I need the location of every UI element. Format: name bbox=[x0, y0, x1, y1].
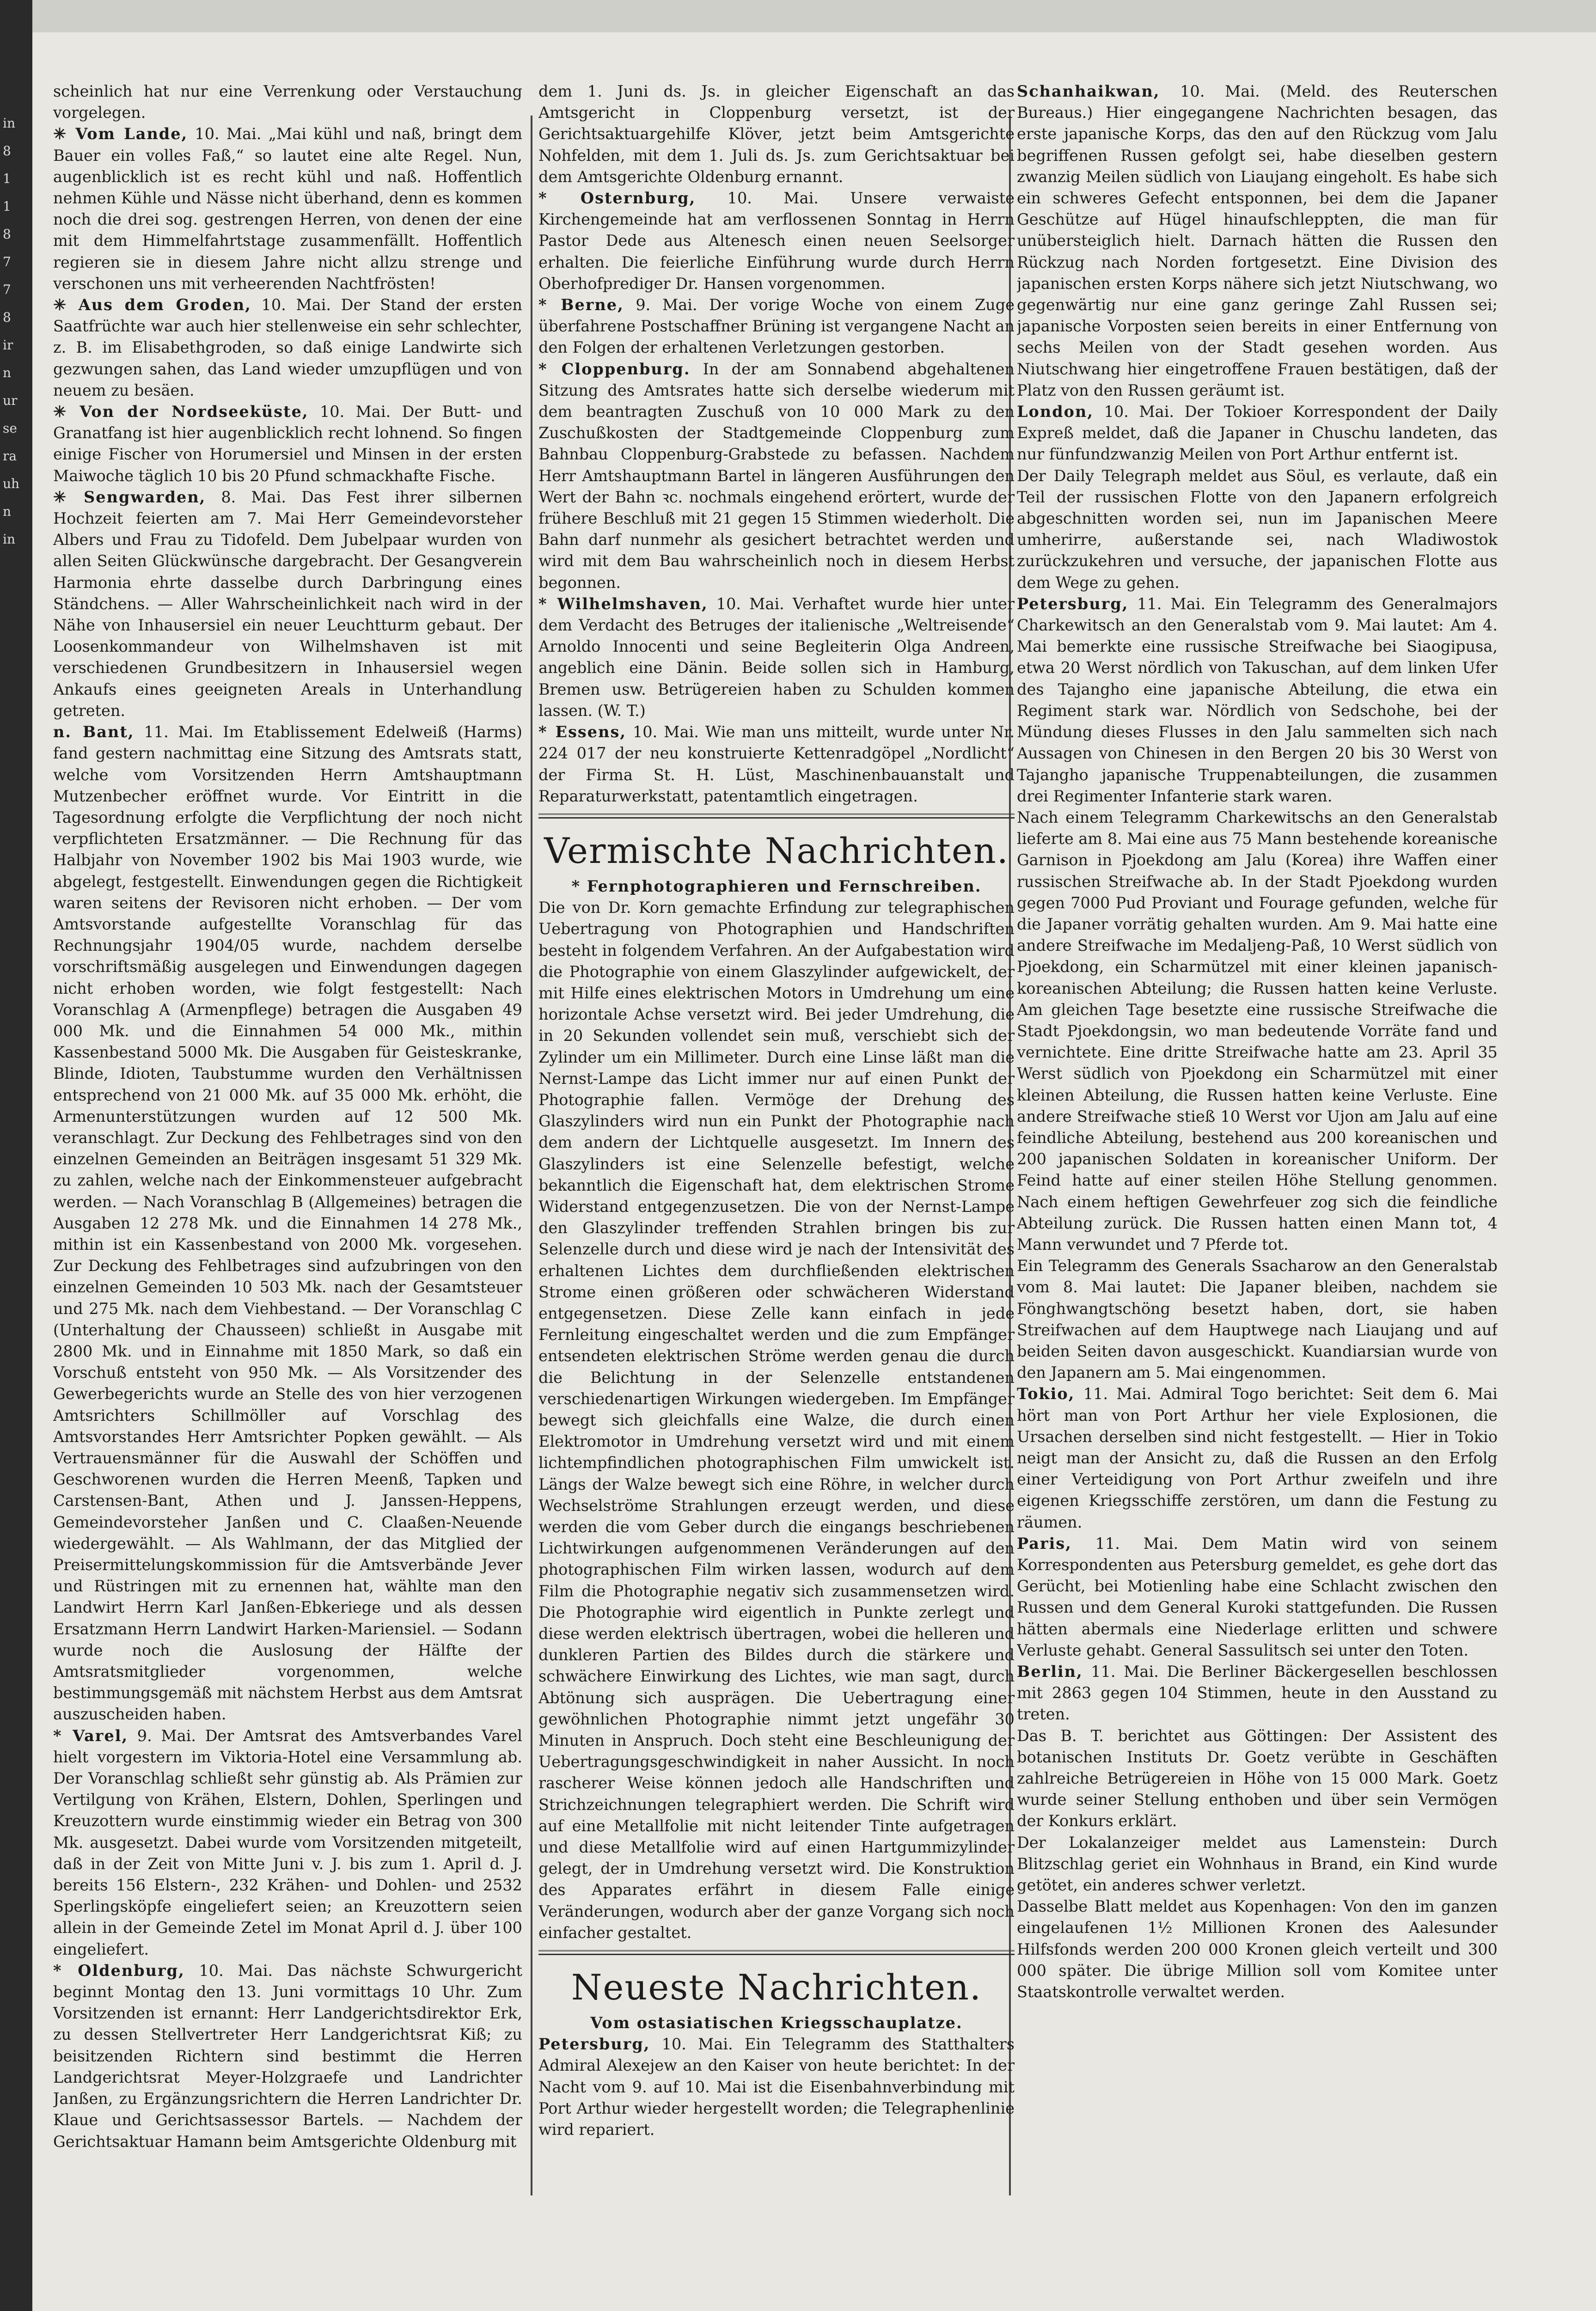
neueste-body bbox=[538, 2034, 1015, 2140]
article-text: Ein Telegramm des Generals Ssacharow an den Generalstab vom 8. Mai lautet: Die Japaner bleiben, nachdem sie Fönghwangtschöng besetzt haben, dort, sie haben Streifwachen auf dem Hauptwege nach Liaujang und auf beiden Seiten davon ausgeschickt. Kuandiarsian wurde von den Japanern am 5. Mai eingenommen. bbox=[1017, 1257, 1498, 1382]
article-paragraph bbox=[538, 81, 1015, 188]
article-text: 10. Mai. Unsere verwaiste Kirchengemeinde hat am verflossenen Sonntag in Herrn Pastor Dede aus Altenesch einen neuen Seelsorger erhalten. Die feierliche Einführung wurde durch Herrn Oberhofprediger Dr. Hansen vorgenommen. bbox=[538, 189, 1015, 293]
binding-fragment: in bbox=[3, 116, 15, 131]
section-divider bbox=[538, 813, 1015, 819]
dateline: ✳ Aus dem Groden, bbox=[53, 296, 251, 314]
binding-fragment: ir bbox=[3, 337, 13, 353]
dateline: * Varel, bbox=[53, 1726, 128, 1745]
article-paragraph bbox=[53, 721, 522, 1725]
article-paragraph bbox=[53, 1960, 522, 2152]
article-paragraph bbox=[538, 188, 1015, 294]
article-paragraph bbox=[53, 401, 522, 487]
vermischte-body bbox=[538, 897, 1015, 1944]
regional-news bbox=[538, 81, 1015, 807]
dateline: * Berne, bbox=[538, 296, 624, 314]
article-text: 9. Mai. Der vorige Woche von einem Zuge überfahrene Postschaffner Brüning ist vergangene Nacht an den Folgen der erhaltenen Verletzungen gestorben. bbox=[538, 296, 1015, 357]
article-paragraph bbox=[538, 593, 1015, 721]
dateline: ✳ Sengwarden, bbox=[53, 488, 206, 506]
article-text: 10. Mai. Der Stand der ersten Saatfrüchte war auch hier stellenweise ein sehr schlechter, z. B. im Elisabethgroden, so daß einige Landwirte sich gezwungen sahen, das Land wieder umzupflügen und von neuem zu besäen. bbox=[53, 296, 522, 399]
article-paragraph bbox=[538, 897, 1015, 1944]
article-paragraph bbox=[53, 294, 522, 401]
dateline: London, bbox=[1017, 403, 1094, 421]
dateline: * Cloppenburg. bbox=[538, 360, 691, 378]
dateline: * Essens, bbox=[538, 723, 626, 741]
article-paragraph bbox=[1017, 1533, 1498, 1661]
column-1 bbox=[53, 81, 522, 2272]
article-paragraph bbox=[1017, 807, 1498, 1255]
article-text: 10. Mai. (Meld. des Reuterschen Bureaus.) Hier eingegangene Nachrichten besagen, das erste japanische Korps, das den auf den Rückzug vom Jalu begriffenen Russen gefolgt sei, habe dieselben gestern zwanzig Meilen südlich von Liaujang eingeholt. Es habe sich ein schweres Gefecht entsponnen, bei dem die Japaner Geschütze auf Hügel hinaufschleppten, die man für unübersteiglich hielt. Darnach hätten die Russen den Rückzug nach Norden fortgesetzt. Eine Division des japanischen ersten Korps nähere sich jetzt Niutschwang, wo gegenwärtig nur eine ganz geringe Zahl Russen sei; japanische Vorposten seien bereits in einer Entfernung von sechs Meilen von der Stadt gesehen worden. Aus Niutschwang hier eingetroffene Frauen bestätigen, daß der Platz von den Russen geräumt ist. bbox=[1017, 82, 1498, 399]
binding-fragment: uh bbox=[3, 476, 20, 491]
article-text: 10. Mai. Der Tokioer Korrespondent der Daily Expreß meldet, daß die Japaner in Chuschu landeten, das nur fünfundzwanzig Meilen von Port Arthur entfernt ist. bbox=[1017, 403, 1498, 464]
article-text: 11. Mai. Die Berliner Bäckergesellen beschlossen mit 2863 gegen 104 Stimmen, heute in den Ausstand zu treten. bbox=[1017, 1663, 1498, 1724]
article-paragraph bbox=[53, 487, 522, 721]
article-paragraph bbox=[1017, 1896, 1498, 2003]
dateline: Petersburg, bbox=[538, 2035, 650, 2054]
article-paragraph bbox=[538, 359, 1015, 593]
article-paragraph bbox=[53, 1725, 522, 1960]
dateline: * Wilhelmshaven, bbox=[538, 594, 708, 613]
article-subtitle: Vom ostasiatischen Kriegsschauplatze. bbox=[590, 2014, 963, 2032]
binding-fragment: 1 bbox=[3, 171, 11, 186]
article-text: 10. Mai. „Mai kühl und naß, bringt dem Bauer ein volles Faß,“ so lautet eine alte Regel. Nun, augenblicklich ist es recht kühl und naß. Hoffentlich nehmen Kühle und Nässe nicht überhand, denn es kommen noch die drei sog. gestrengen Herren, von denen der eine mit dem Himmelfahrtstage zusammenfällt. Hoffentlich regieren sie in diesem Jahre nicht allzu strenge und verschonen uns mit verheerenden Nachtfrösten! bbox=[53, 125, 522, 293]
article-paragraph bbox=[53, 81, 522, 123]
article-paragraph bbox=[1017, 593, 1498, 807]
binding-fragment: ra bbox=[3, 448, 17, 464]
binding-fragment: 8 bbox=[3, 143, 11, 159]
article-text: Die von Dr. Korn gemachte Erfindung zur telegraphischen Uebertragung von Photographien und Handschriften besteht in folgendem Verfahren. An der Aufgabestation wird die Photographie von einem Glaszylinder aufgewickelt, der mit Hilfe eines elektrischen Motors in Umdrehung um eine horizontale Achse versetzt wird. Bei jeder Umdrehung, die in 20 Sekunden vollendet sein muß, verschiebt sich der Zylinder um ein Millimeter. Durch eine Linse läßt man die Nernst-Lampe das Licht immer nur auf einen Punkt der Photographie fallen. Vermöge der Drehung des Glaszylinders wird nun ein Punkt der Photographie nach dem andern der Lichtquelle ausgesetzt. Im Innern des Glaszylinders ist eine Selenzelle befestigt, welche bekanntlich die Eigenschaft hat, dem elektrischen Strome Widerstand entgegenzusetzen. Die von der Nernst-Lampe den Glaszylinder treffenden Strahlen bringen bis zur Selenzelle durch und diese wird je nach der Intensivität des erhaltenen Lichtes dem durchfließenden elektrischen Strome einen größeren oder schwächeren Widerstand entgegensetzen. Diese Zelle kann einfach in jede Fernleitung eingeschaltet werden und die zum Empfänger entsendeten elektrischen Ströme werden genau die durch die Belichtung in der Selenzelle entstandenen verschiedenartigen Wirkungen wiedergeben. Im Empfänger bewegt sich gleichfalls eine Walze, die durch einen Elektromotor in Umdrehung versetzt wird und mit einem lichtempfindlichen photographischen Film umwickelt ist. Längs der Walze bewegt sich eine Röhre, in welcher durch Wechselströme Strahlungen erzeugt werden, und diese werden die vom Geber durch die eingangs beschriebenen Lichtwirkungen aufgenommenen Veränderungen auf den photographischen Film wirken lassen, wodurch auf dem Film die Photographie negativ sich zusammensetzen wird. Die Photographie wird eigentlich in Punkte zerlegt und diese werden elektrisch übertragen, wobei die helleren und dunkleren Partien des Bildes durch die stärkere und schwächere Einwirkung des Lichtes, wie man sagt, durch Abtönung sich ausprägen. Die Uebertragung einer gewöhnlichen Photographie nimmt jetzt ungefähr 30 Minuten in Anspruch. Doch steht eine Beschleunigung der Uebertragungsgeschwindigkeit in naher Aussicht. In noch rascherer Weise können jedoch alle Handschriften und Strichzeichnungen telegraphiert werden. Die Schrift wird auf eine Metallfolie mit nicht leitender Tinte aufgetragen und diese Metallfolie wird auf einen Hartgummizylinder gelegt, der in Umdrehung versetzt wird. Die Konstruktion des Apparates erfährt in diesem Falle einige Veränderungen, wodurch aber der ganze Vorgang sich noch einfacher gestaltet. bbox=[538, 899, 1015, 1942]
article-paragraph bbox=[1017, 1661, 1498, 1725]
binding-fragment: in bbox=[3, 532, 15, 547]
column-2 bbox=[538, 81, 1015, 2272]
article-text: Nach einem Telegramm Charkewitschs an den Generalstab lieferte am 8. Mai eine aus 75 Mann bestehende koreanische Garnison in Pjoekdong am Jalu (Korea) ihre Waffen einer russischen Streifwache ab. In der Stadt Pjoekdong wurden gegen 7000 Pud Proviant und Fourage gefunden, welche für die Japaner vorrätig gehalten wurden. Am 9. Mai hatte eine andere Streifwache im Medaljeng-Paß, 10 Werst südlich von Pjoekdong, ein Scharmützel mit einer kleinen japanisch-koreanischen Abteilung; die Russen hatten keine Verluste. Am gleichen Tage besetzte eine russische Streifwache die Stadt Pjoekdongsin, wo man bedeutende Vorräte fand und vernichtete. Eine dritte Streifwache hatte am 23. April 35 Werst südlich von Pjoekdong ein Scharmützel mit einer kleinen Abteilung, die Russen hatten keine Verluste. Eine andere Streifwache stieß 10 Werst vor Ujon am Jalu auf eine feindliche Abteilung, bestehend aus 200 koreanischen und 200 japanischen Soldaten in koreanischer Uniform. Der Feind hatte auf einer steilen Höhe Stellung genommen. Nach einem heftigen Gewehrfeuer zog sich die feindliche Abteilung zurück. Die Russen hatten einen Mann tot, 4 Mann verwundet und 7 Pferde tot. bbox=[1017, 808, 1498, 1253]
binding-fragment: 7 bbox=[3, 282, 11, 297]
binding-fragment: n bbox=[3, 365, 12, 380]
dateline: ✳ Von der Nordseeküste, bbox=[53, 403, 309, 421]
article-paragraph bbox=[1017, 1832, 1498, 1896]
column-rule bbox=[531, 116, 532, 2195]
dateline: * Osternburg, bbox=[538, 189, 696, 208]
binding-fragment: n bbox=[3, 504, 12, 519]
binding-fragment: 8 bbox=[3, 226, 11, 242]
article-text: scheinlich hat nur eine Verrenkung oder Verstauchung vorgelegen. bbox=[53, 82, 522, 122]
section-heading-vermischte: Vermischte Nachrichten. bbox=[544, 830, 1009, 871]
binding-fragment: ur bbox=[3, 393, 18, 408]
dateline: Schanhaikwan, bbox=[1017, 82, 1160, 100]
column-3 bbox=[1017, 81, 1498, 2272]
binding-fragment: 8 bbox=[3, 310, 11, 325]
article-text: dem 1. Juni ds. Js. in gleicher Eigenschaft an das Amtsgericht in Cloppenburg versetzt, ist der Gerichtsaktuargehilfe Klöver, jetzt beim Amtsgerichte Nohfelden, mit dem 1. Juli ds. Js. zum Gerichtsaktuar bei dem Amtsgerichte Oldenburg ernannt. bbox=[538, 82, 1015, 186]
article-text: 11. Mai. Dem Matin wird von seinem Korrespondenten aus Petersburg gemeldet, es gehe dort das Gerücht, bei Motienling habe eine Schlacht zwischen den Russen und dem General Kuroki stattgefunden. Die Russen hätten abermals eine Niederlage erlitten und schwere Verluste gehabt. General Sassulitsch sei unter den Toten. bbox=[1017, 1534, 1498, 1659]
article-text: In der am Sonnabend abgehaltenen Sitzung des Amtsrates hatte sich derselbe wiederum mit dem beantragten Zuschuß von 10 000 Mark zu den Zuschußkosten der Stadtgemeinde Cloppenburg zum Bahnbau Cloppenburg-Grabstede zu befassen. Nachdem Herr Amtshauptmann Bartel in längeren Ausführungen den Wert der Bahn ꝛc. nochmals eingehend erörtert, wurde der frühere Beschluß mit 21 gegen 15 Stimmen wiederholt. Die Bahn darf nunmehr als gesichert betrachtet werden und wird mit dem Bau wahrscheinlich noch in diesem Herbst begonnen. bbox=[538, 360, 1015, 592]
article-subtitle: * Fernphotographieren und Fernschreiben. bbox=[571, 877, 982, 895]
article-text: Das B. T. berichtet aus Göttingen: Der Assistent des botanischen Instituts Dr. Goetz verübte in Geschäften zahlreiche Betrügereien in Höhe von 15 000 Mark. Goetz wurde seiner Stellung enthoben und über sein Vermögen der Konkurs erklärt. bbox=[1017, 1726, 1498, 1830]
dateline: ✳ Vom Lande, bbox=[53, 125, 188, 143]
section-divider bbox=[538, 1950, 1015, 1955]
article-paragraph bbox=[538, 721, 1015, 807]
article-text: Dasselbe Blatt meldet aus Kopenhagen: Von den im ganzen eingelaufenen 1½ Millionen Kronen des Aalesunder Hilfsfonds werden 200 000 Kronen gleich verteilt und 300 000 später. Die übrige Million soll vom Komitee unter Staatskontrolle verwaltet werden. bbox=[1017, 1897, 1498, 2001]
dateline: * Oldenburg, bbox=[53, 1961, 185, 1980]
article-text: Der Lokalanzeiger meldet aus Lamenstein: Durch Blitzschlag geriet ein Wohnhaus in Brand, ein Kind wurde getötet, ein anderes schwer verletzt. bbox=[1017, 1833, 1498, 1895]
binding-edge bbox=[0, 0, 32, 2311]
dateline: Petersburg, bbox=[1017, 594, 1129, 613]
article-text: Der Daily Telegraph meldet aus Söul, es verlaute, daß ein Teil der russischen Flotte von den Japanern erfolgreich abgeschnitten worden sei, nun im Japanischen Meere umherirre, außerstande sei, nach Wladiwostok zurückzukehren und versuche, der japanischen Flotte aus dem Wege zu gehen. bbox=[1017, 466, 1498, 592]
article-text: 11. Mai. Im Etablissement Edelweiß (Harms) fand gestern nachmittag eine Sitzung des Amtsrats statt, welche vom Vorsitzenden Herrn Amtshauptmann Mutzenbecher eröffnet wurde. Vor Eintritt in die Tagesordnung erfolgte die Verpflichtung der noch nicht verpflichteten Ersatzmänner. — Die Rechnung für das Halbjahr von November 1902 bis Mai 1903 wurde, wie abgelegt, festgestellt. Einwendungen gegen die Richtigkeit waren seitens der Revisoren nicht erhoben. — Der vom Amtsvorstande aufgestellte Voranschlag für das Rechnungsjahr 1904/05 wurde, nachdem derselbe vorschriftsmäßig ausgelegen und Einwendungen dagegen nicht erhoben worden, wie folgt festgestellt: Nach Voranschlag A (Armenpflege) betragen die Ausgaben 49 000 Mk. und die Einnahmen 54 000 Mk., mithin Kassenbestand 5000 Mk. Die Ausgaben für Geisteskranke, Blinde, Idioten, Taubstumme wurden den Verhältnissen entsprechend von 21 000 Mk. auf 35 000 Mk. erhöht, die Armenunterstützungen wurden auf 12 500 Mk. veranschlagt. Zur Deckung des Fehlbetrages sind von den einzelnen Gemeinden an Beiträgen insgesamt 51 329 Mk. zu zahlen, welche nach der Einkommensteuer aufgebracht werden. — Nach Voranschlag B (Allgemeines) betragen die Ausgaben 12 278 Mk. und die Einnahmen 14 278 Mk., mithin ist ein Kassenbestand von 2000 Mk. vorgesehen. Zur Deckung des Fehlbetrages sind aufzubringen von den einzelnen Gemeinden 10 503 Mk. nach der Gesamtsteuer und 275 Mk. nach dem Viehbestand. — Der Voranschlag C (Unterhaltung der Chausseen) schließt in Ausgabe mit 2800 Mk. und in Einnahme mit 1850 Mark, so daß ein Vorschuß entsteht von 950 Mk. — Als Vorsitzender des Gewerbegerichts wurde an Stelle des von hier verzogenen Amtsrichters Schillmöller auf Vorschlag des Amtsvorstandes Herr Amtsrichter Popken gewählt. — Als Vertrauensmänner für die Auswahl der Schöffen und Geschworenen wurden die Herren Meenß, Tapken und Carstensen-Bant, Athen und J. Janssen-Heppens, Gemeindevorsteher Janßen und C. Claaßen-Neuende wiedergewählt. — Als Wahlmann, der das Mitglied der Preisermittelungskommission für die Amtsverbände Jever und Rüstringen mit zu ernennen hat, wählte man den Landwirt Herrn Karl Janßen-Ebkeriege und als dessen Ersatzmann Herrn Landwirt Harken-Mariensiel. — Sodann wurde noch die Auslosung der Hälfte der Amtsratsmitglieder vorgenommen, welche bestimmungsgemäß mit nächstem Herbst aus dem Amtsrat auszuscheiden haben. bbox=[53, 723, 522, 1724]
article-text: 8. Mai. Das Fest ihrer silbernen Hochzeit feierten am 7. Mai Herr Gemeindevorsteher Albers und Frau zu Tidofeld. Dem Jubelpaar wurden von allen Seiten Glückwünsche dargebracht. Der Gesangverein Harmonia ehrte dasselbe durch Darbringung eines Ständchens. — Aller Wahrscheinlichkeit nach wird in der Nähe von Inhausersiel ein neuer Leuchtturm gebaut. Der Loosenkommandeur von Wilhelmshaven ist mit verschiedenen Grundbesitzern in Inhausersiel wegen Ankaufs eines geeigneten Areals in Unterhandlung getreten. bbox=[53, 488, 522, 720]
binding-fragment: 7 bbox=[3, 254, 11, 269]
article-paragraph bbox=[53, 123, 522, 294]
article-paragraph bbox=[1017, 1725, 1498, 1832]
dateline: Tokio, bbox=[1017, 1385, 1075, 1403]
article-paragraph bbox=[1017, 81, 1498, 401]
dateline: Berlin, bbox=[1017, 1663, 1083, 1681]
article-paragraph bbox=[538, 294, 1015, 359]
article-text: 10. Mai. Verhaftet wurde hier unter dem Verdacht des Betruges der italienische „Weltreisende“ Arnoldo Innocenti und seine Begleiterin Olga Andreen, angeblich eine Dänin. Beide sollen sich in Hamburg, Bremen usw. Betrügereien haben zu Schulden kommen lassen. (W. T.) bbox=[538, 594, 1015, 720]
article-text: 10. Mai. Der Butt- und Granatfang ist hier augenblicklich recht lohnend. So fingen einige Fischer von Horumersiel und Minsen in der ersten Maiwoche täglich 10 bis 20 Pfund schmackhafte Fische. bbox=[53, 403, 522, 485]
dateline: n. Bant, bbox=[53, 723, 135, 741]
article-text: 11. Mai. Ein Telegramm des Generalmajors Charkewitsch an den Generalstab vom 9. Mai lautet: Am 4. Mai bemerkte eine russische Streifwache bei Siaogipusa, etwa 20 Werst nördlich von Takuschan, auf dem linken Ufer des Tajangho eine japanische Abteilung, die etwa ein Regiment stark war. Nördlich von Sedschohe, bei der Mündung dieses Flusses in den Jalu sammelten sich nach Aussagen von Chinesen in den Bergen 20 bis 30 Werst von Tajangho japanische Truppenabteilungen, die zusammen drei Regimenter Infanterie stark waren. bbox=[1017, 594, 1498, 805]
article-text: 9. Mai. Der Amtsrat des Amtsverbandes Varel hielt vorgestern im Viktoria-Hotel eine Versammlung ab. Der Voranschlag schließt sehr günstig ab. Als Prämien zur Vertilgung von Krähen, Elstern, Dohlen, Sperlingen und Kreuzottern wurde einstimmig wieder ein Betrag von 300 Mk. ausgesetzt. Dabei wurde vom Vorsitzenden mitgeteilt, daß in der Zeit von Mitte Juni v. J. bis zum 1. April d. J. bereits 156 Elstern-, 232 Krähen- und Dohlen- und 2532 Sperlingsköpfe eingeliefert seien; an Kreuzottern seien allein in der Gemeinde Zetel im Monat April d. J. über 100 eingeliefert. bbox=[53, 1726, 522, 1958]
binding-fragment: 1 bbox=[3, 199, 11, 214]
article-paragraph bbox=[1017, 401, 1498, 465]
article-text: 11. Mai. Admiral Togo berichtet: Seit dem 6. Mai hört man von Port Arthur her viele Explosionen, die Ursachen derselben sind nicht festgestellt. — Hier in Tokio neigt man der Ansicht zu, daß die Russen an den Erfolg einer Verteidigung von Port Arthur zweifeln und ihre eigenen Kriegsschiffe zerstören, um dann die Festung zu räumen. bbox=[1017, 1385, 1498, 1531]
dateline: Paris, bbox=[1017, 1534, 1072, 1553]
article-text: 10. Mai. Ein Telegramm des Statthalters Admiral Alexejew an den Kaiser von heute berichtet: In der Nacht vom 9. auf 10. Mai ist die Eisenbahnverbindung mit Port Arthur wieder hergestellt worden; die Telegraphenlinie wird repariert. bbox=[538, 2035, 1015, 2139]
article-text: 10. Mai. Das nächste Schwurgericht beginnt Montag den 13. Juni vormittags 10 Uhr. Zum Vorsitzenden ist ernannt: Herr Landgerichtsdirektor Erk, zu dessen Stellvertreter Herr Landgerichtsrat Kiß; zu beisitzenden Richtern sind bestimmt die Herren Landgerichtsrat Meyer-Holzgraefe und Landrichter Janßen, zu Ergänzungsrichtern die Herren Landrichter Dr. Klaue und Gerichtsassessor Bartels. — Nachdem der Gerichtsaktuar Hamann beim Amtsgerichte Oldenburg mit bbox=[53, 1961, 522, 2151]
article-text: 10. Mai. Wie man uns mitteilt, wurde unter Nr. 224 017 der neu konstruierte Kettenradgöpel „Nordlicht“ der Firma St. H. Lüst, Maschinenbauanstalt und Reparaturwerkstatt, patentamtlich eingetragen. bbox=[538, 723, 1015, 805]
article-paragraph bbox=[1017, 1383, 1498, 1533]
section-heading-neueste: Neueste Nachrichten. bbox=[571, 1967, 982, 2008]
binding-fragment: se bbox=[3, 421, 17, 436]
article-paragraph bbox=[1017, 465, 1498, 593]
article-paragraph bbox=[538, 2034, 1015, 2140]
article-paragraph bbox=[1017, 1255, 1498, 1383]
